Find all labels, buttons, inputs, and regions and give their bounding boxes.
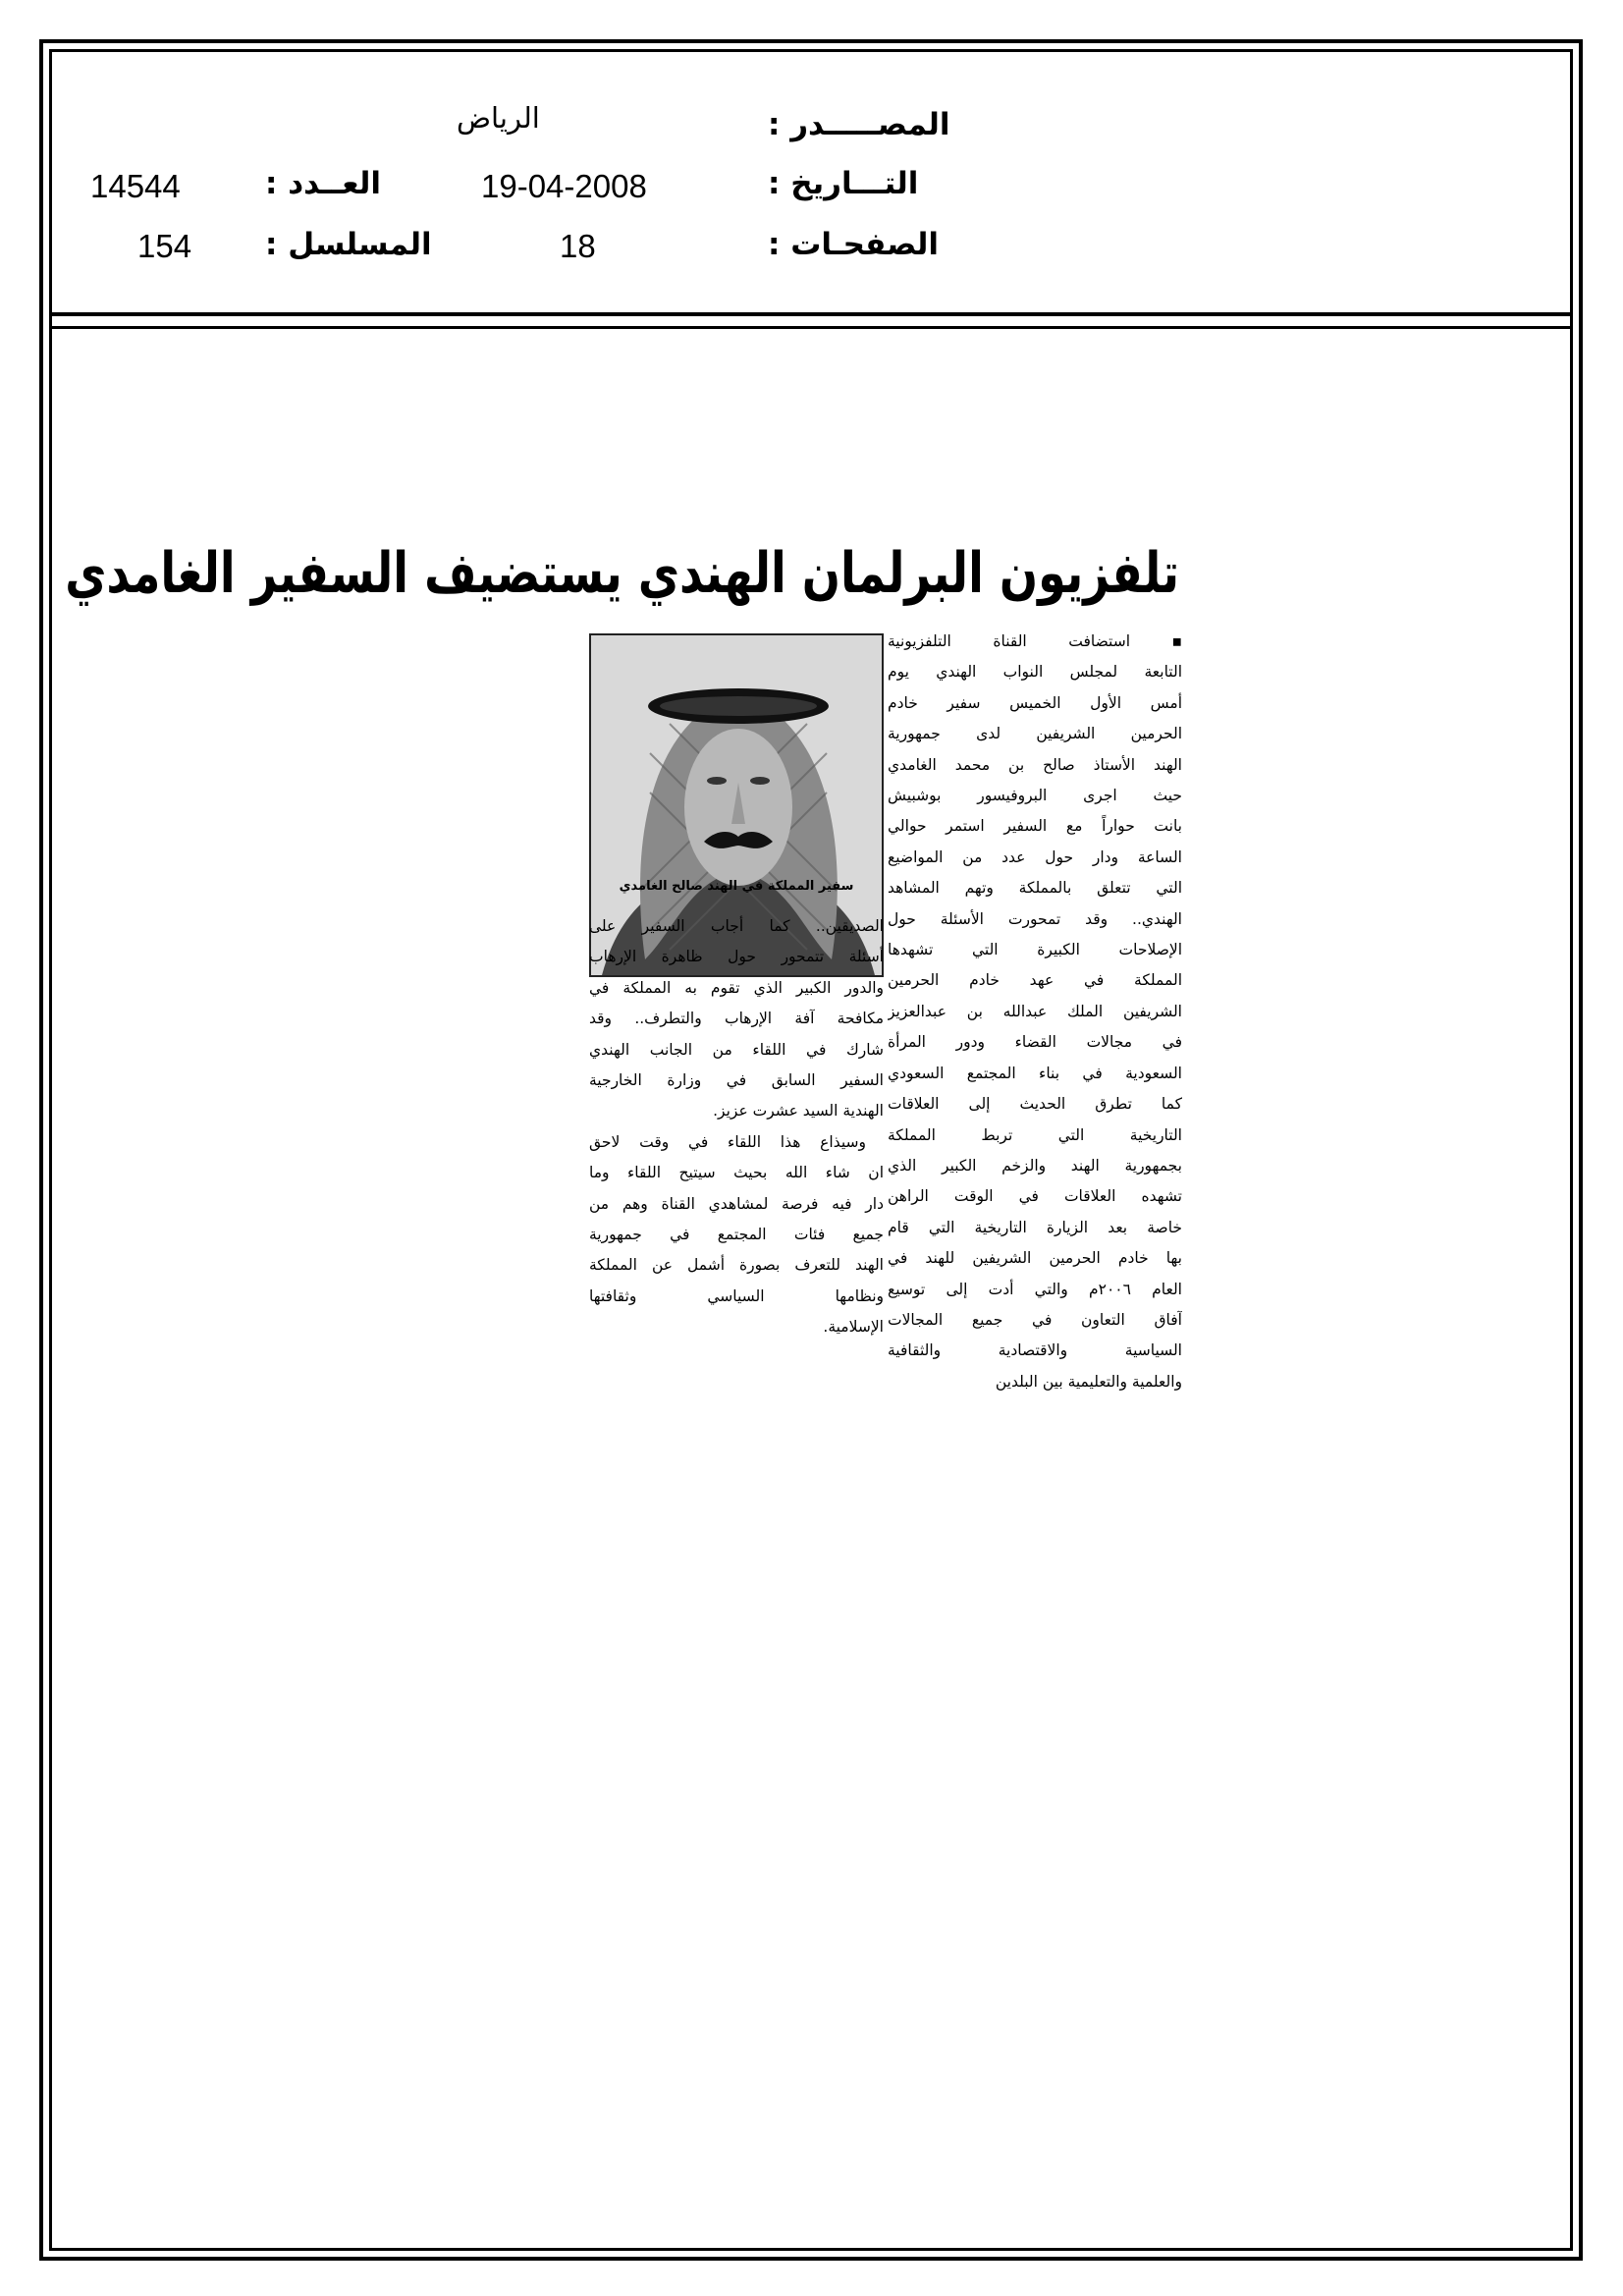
article-line: العام ٢٠٠٦م والتي أدت إلى توسيع (888, 1280, 1182, 1298)
header-divider (49, 312, 1573, 316)
article-column-left (589, 911, 884, 1343)
article-line: والدور الكبير الذي تقوم به المملكة في (589, 978, 884, 997)
article-line: والعلمية والتعليمية بين البلدين (995, 1372, 1182, 1391)
article-line: الهندية السيد عشرت عزيز. (713, 1102, 884, 1121)
article-line: المملكة في عهد خادم الحرمين (888, 971, 1182, 990)
serial-label: المسلسل : (265, 227, 432, 262)
article-line: الهندي.. وقد تمحورت الأسئلة حول (888, 909, 1182, 928)
article-line: ان شاء الله بحيث سيتيح اللقاء وما (589, 1164, 884, 1182)
article-line: وسيذاع هذا اللقاء في وقت لاحق (589, 1132, 866, 1151)
article-line: بها خادم الحرمين الشريفين للهند في (888, 1249, 1182, 1268)
article-line: شارك في اللقاء من الجانب الهندي (589, 1040, 884, 1059)
pages-value: 18 (560, 228, 596, 264)
article-line: جميع فئات المجتمع في جمهورية (589, 1226, 884, 1244)
article-line: الصديقين.. كما أجاب السفير على (589, 917, 884, 935)
article-line: الساعة ودار حول عدد من المواضيع (888, 847, 1182, 866)
article-line: السفير السابق في وزارة الخارجية (589, 1071, 884, 1090)
source-label: المصـــــدر : (768, 107, 950, 142)
article-line: دار فيه فرصة لمشاهدي القناة وهم من (589, 1194, 884, 1213)
article-line: التابعة لمجلس النواب الهندي يوم (888, 663, 1182, 682)
article-line: التاريخية التي تربط المملكة (888, 1125, 1182, 1144)
article-line: السياسية والاقتصادية والثقافية (888, 1341, 1182, 1360)
serial-value: 154 (137, 228, 192, 264)
article-line: الإسلامية. (823, 1318, 884, 1337)
article-line: بجمهورية الهند والزخم الكبير الذي (888, 1156, 1182, 1175)
photo-caption: سفير المملكة في الهند صالح الغامدي (619, 879, 854, 894)
article-column-right (888, 627, 1182, 1397)
article-line: التي تتعلق بالمملكة وتهم المشاهد (888, 879, 1182, 898)
article-headline: تلفزيون البرلمان الهندي يستضيف السفير الغامدي (65, 539, 1179, 606)
article-line: خاصة بعد الزيارة التاريخية التي قام (888, 1218, 1182, 1236)
article-line: الهند الأستاذ صالح بن محمد الغامدي (888, 755, 1182, 774)
pages-label: الصفحـات : (768, 227, 940, 262)
article-line: كما تطرق الحديث إلى العلاقات (888, 1095, 1182, 1114)
article-line: الحرمين الشريفين لدى جمهورية (888, 725, 1182, 743)
article-line: حيث اجرى البروفيسور بوشبيش (888, 787, 1182, 805)
article-line: الهند للتعرف بصورة أشمل عن المملكة (589, 1256, 884, 1275)
header-divider-double (49, 326, 1573, 329)
article-line: مكافحة آفة الإرهاب والتطرف.. وقد (589, 1010, 884, 1028)
issue-label: العــدد : (265, 166, 381, 201)
article-line: الإصلاحات الكبيرة التي تشهدها (888, 941, 1182, 959)
article-line: أمس الأول الخميس سفير خادم (888, 693, 1182, 712)
article-line: آفاق التعاون في جميع المجالات (888, 1310, 1182, 1329)
date-value: 19-04-2008 (481, 168, 647, 204)
article-line: ونظامها السياسي وثقافتها (589, 1286, 884, 1305)
article-line: في مجالات القضاء ودور المرأة (888, 1033, 1182, 1052)
article-line: السعودية في بناء المجتمع السعودي (888, 1064, 1182, 1082)
source-value: الرياض (457, 101, 540, 135)
article-line: ▪ استضافت القناة التلفزيونية (888, 632, 1182, 650)
article-line: أسئلة تتمحور حول ظاهرة الإرهاب (589, 948, 884, 966)
article-line: الشريفين الملك عبدالله بن عبدالعزيز (888, 1002, 1182, 1020)
issue-value: 14544 (90, 168, 181, 204)
article-line: تشهده العلاقات في الوقت الراهن (888, 1187, 1182, 1206)
date-label: التـــاريخ : (768, 166, 919, 201)
article-line: بانت حواراً مع السفير استمر حوالي (888, 817, 1182, 836)
newspaper-clipping (65, 523, 1188, 1486)
